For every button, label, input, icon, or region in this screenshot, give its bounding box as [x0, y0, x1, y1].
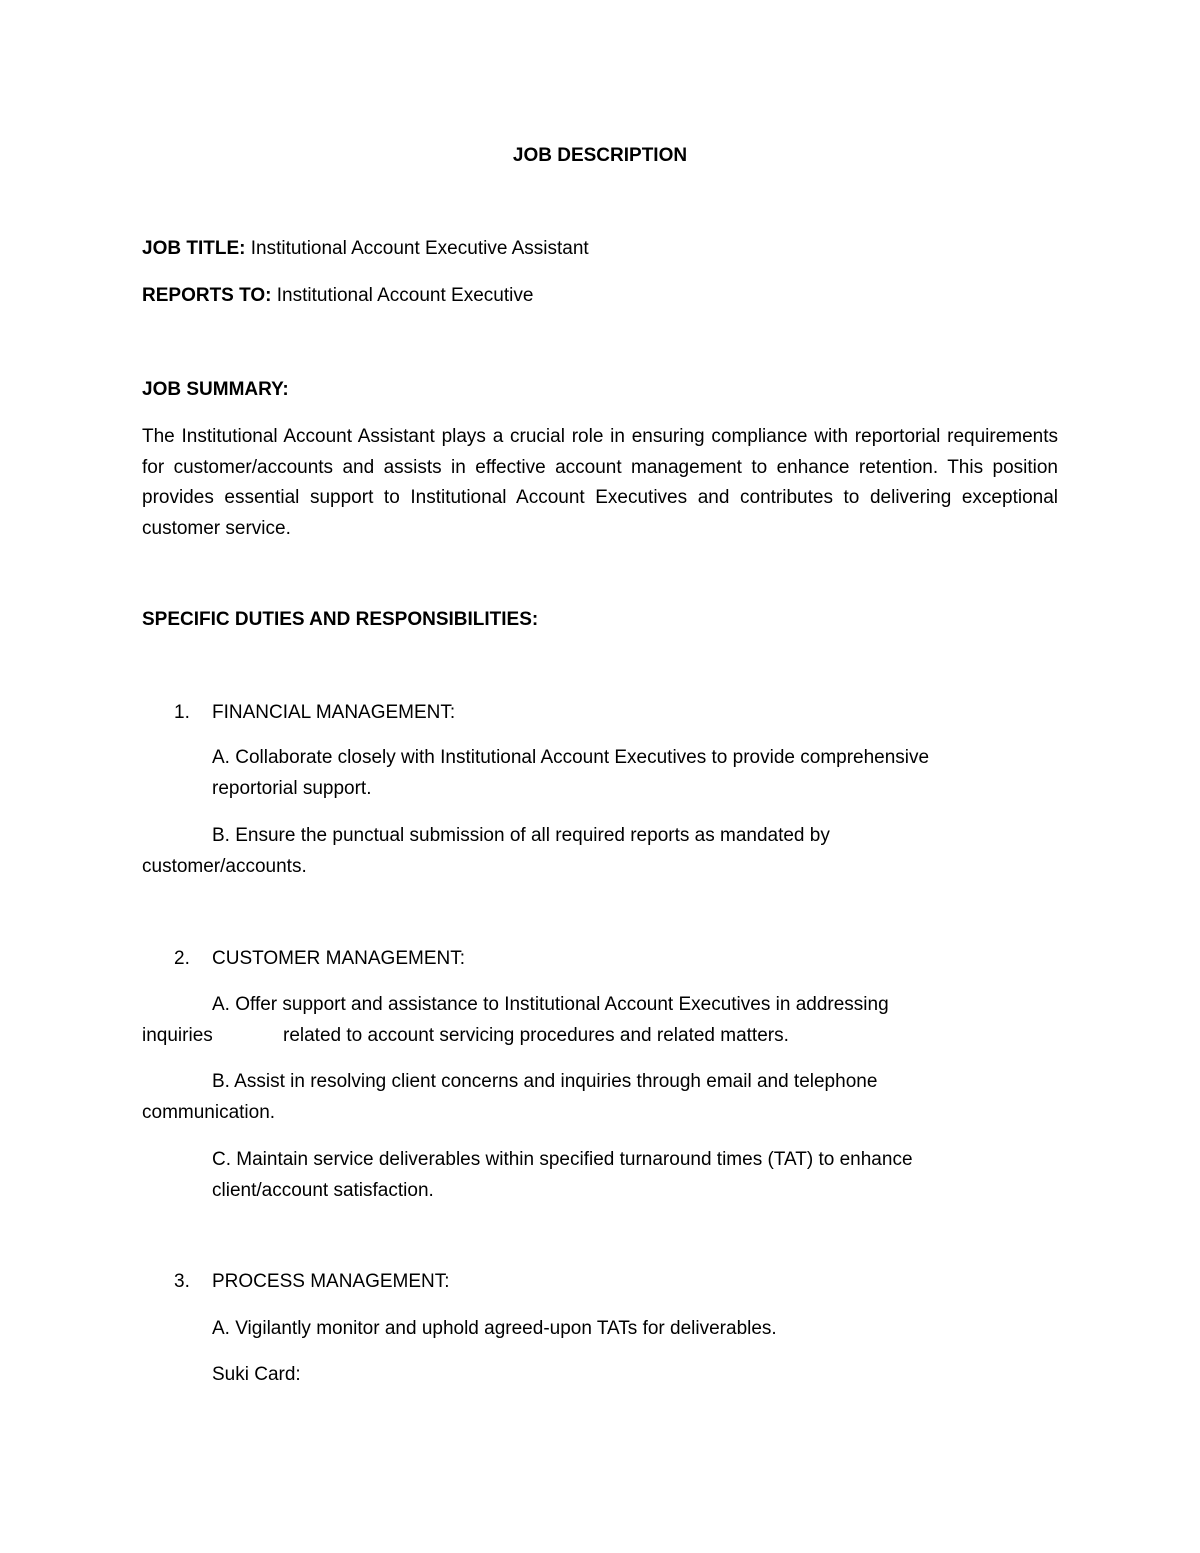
document-title: JOB DESCRIPTION [512, 145, 688, 166]
reports-to-line [142, 284, 533, 308]
reports-to-label: REPORTS TO: [142, 285, 272, 306]
duty-item-line: inquiries [142, 1025, 213, 1046]
duty-item-line: A. Offer support and assistance to Institutional Account Executives in addressing [212, 994, 889, 1015]
section-heading-process: PROCESS MANAGEMENT: [212, 1271, 450, 1292]
summary-paragraph: The Institutional Account Assistant plays a crucial role in ensuring compliance with reportorial requirements for customer/accounts and assists in effective account management to enhance retention. This position provides essential support to Institutional Account Executives and contributes to delivering exceptional customer service. [142, 426, 1058, 539]
section-number: 3. [174, 1271, 190, 1292]
duties-heading: SPECIFIC DUTIES AND RESPONSIBILITIES: [142, 609, 539, 630]
duty-item-line: B. Ensure the punctual submission of all required reports as mandated by [212, 825, 830, 846]
job-title-label: JOB TITLE: [142, 238, 246, 259]
summary-heading: JOB SUMMARY: [142, 379, 289, 400]
duty-item-line: C. Maintain service deliverables within specified turnaround times (TAT) to enhance [212, 1149, 913, 1170]
duty-item-line: customer/accounts. [142, 856, 307, 877]
duty-item-line: B. Assist in resolving client concerns and inquiries through email and telephone [212, 1071, 878, 1092]
job-title-value: Institutional Account Executive Assistant [250, 238, 589, 259]
duty-item-line: related to account servicing procedures and related matters. [283, 1025, 789, 1046]
reports-to-value: Institutional Account Executive [276, 285, 534, 306]
job-title-line [142, 237, 589, 261]
duty-item-line: reportorial support. [212, 778, 372, 799]
section-number: 1. [174, 702, 190, 723]
duty-item-line: communication. [142, 1102, 276, 1123]
suki-card-label: Suki Card: [212, 1364, 301, 1385]
duty-item-line: A. Vigilantly monitor and uphold agreed-upon TATs for deliverables. [212, 1318, 777, 1339]
duty-item-line: client/account satisfaction. [212, 1180, 434, 1201]
section-number: 2. [174, 948, 190, 969]
duty-item-line: A. Collaborate closely with Institutional Account Executives to provide comprehensive [212, 747, 930, 768]
section-heading-customer: CUSTOMER MANAGEMENT: [212, 948, 466, 969]
section-heading-financial: FINANCIAL MANAGEMENT: [212, 702, 456, 723]
